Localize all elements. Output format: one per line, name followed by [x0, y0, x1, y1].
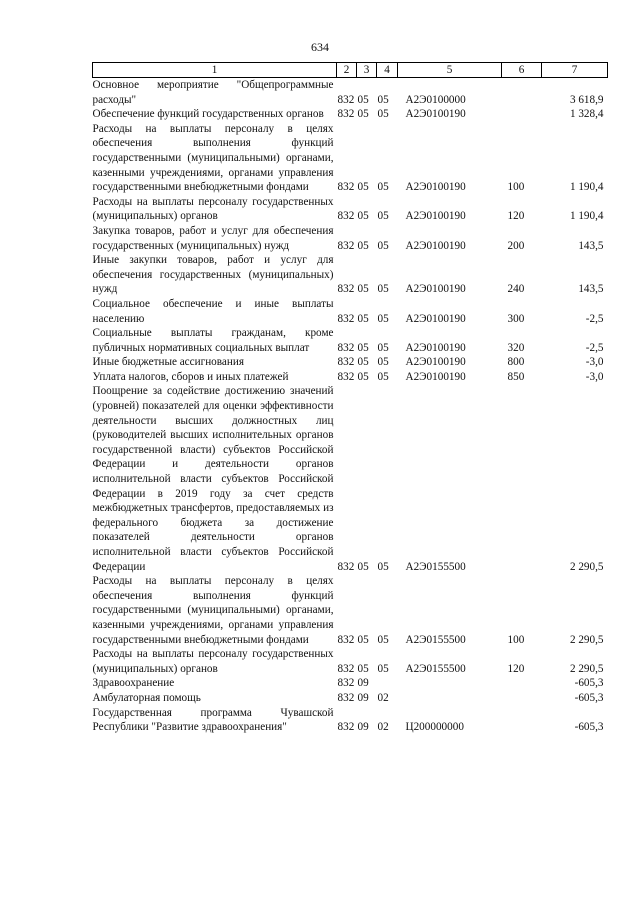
amount: 1 190,4	[569, 210, 604, 223]
table-row	[93, 574, 608, 647]
subsection-code: 05	[377, 283, 389, 296]
chapter-code: 832	[337, 341, 355, 354]
target-article-code: А2Э0155500	[405, 560, 466, 573]
row-name: Социальные выплаты гражданам, кроме публичных нормативных социальных выплат	[92, 327, 334, 354]
target-article-code: А2Э0100190	[405, 312, 466, 325]
row-name: Социальное обеспечение и иные выплаты населению	[92, 297, 334, 325]
table-row	[93, 676, 608, 691]
table-row	[93, 355, 608, 370]
table-body	[93, 78, 608, 735]
column-header: 4	[377, 63, 398, 78]
amount: -605,3	[574, 677, 604, 690]
subsection-code: 05	[377, 312, 389, 325]
section-code: 05	[357, 108, 369, 121]
section-code: 09	[357, 677, 369, 690]
chapter-code: 832	[337, 691, 355, 704]
expense-type-code: 320	[507, 341, 525, 354]
target-article-code: А2Э0155500	[405, 662, 466, 675]
expense-type-code	[502, 676, 542, 691]
chapter-code: 832	[337, 210, 355, 223]
subsection-code: 02	[377, 691, 389, 704]
subsection-code: 05	[377, 370, 389, 383]
amount: 1 328,4	[569, 108, 604, 121]
page-number: 634	[311, 40, 329, 54]
row-name: Закупка товаров, работ и услуг для обеспечения государственных (муниципальных) нужд	[92, 224, 334, 252]
target-article-code: А2Э0100190	[405, 356, 466, 369]
amount: -605,3	[574, 691, 604, 704]
chapter-code: 832	[337, 560, 355, 573]
section-code: 05	[357, 181, 369, 194]
section-code: 05	[357, 560, 369, 573]
amount: -3,0	[585, 356, 604, 369]
row-name: Расходы на выплаты персоналу в целях обеспечения выполнения функций государственными (муниципальными) органами, казенными учреждениями, органами управления государственными внебюджетными фондами	[92, 122, 334, 194]
expense-type-code	[502, 691, 542, 706]
column-header: 1	[93, 63, 337, 78]
subsection-code: 05	[377, 108, 389, 121]
amount: 2 290,5	[569, 560, 604, 573]
subsection-code: 05	[377, 181, 389, 194]
chapter-code: 832	[337, 370, 355, 383]
row-name: Иные закупки товаров, работ и услуг для обеспечения государственных (муниципальных) нужд	[92, 254, 334, 296]
expense-type-code: 100	[507, 181, 525, 194]
expense-type-code: 120	[507, 662, 525, 675]
expense-type-code: 800	[507, 356, 525, 369]
amount: 143,5	[578, 283, 604, 296]
amount: -3,0	[585, 370, 604, 383]
amount: -605,3	[574, 721, 604, 734]
chapter-code: 832	[337, 356, 355, 369]
row-name: Поощрение за содействие достижению значений (уровней) показателей для оценки эффективности деятельности высших должностных лиц (руководителей высших исполнительных органов государственной власти) субъектов Российской Федерации и деятельности органов исполнительной власти субъектов Российской Федерации в 2019 году за счет средств межбюджетных трансфертов, предоставляемых из федерального бюджета за достижение показателей деятельности органов исполнительной власти субъектов Российской Федерации	[92, 385, 334, 573]
amount: -2,5	[585, 312, 604, 325]
row-name: Здравоохранение	[92, 677, 175, 690]
column-header: 5	[398, 63, 502, 78]
amount: 1 190,4	[569, 181, 604, 194]
table-row	[93, 647, 608, 676]
subsection-code: 05	[377, 239, 389, 252]
subsection-code: 05	[377, 633, 389, 646]
row-name: Иные бюджетные ассигнования	[92, 356, 244, 369]
target-article-code: А2Э0100190	[405, 210, 466, 223]
section-code: 05	[357, 356, 369, 369]
row-name: Расходы на выплаты персоналу в целях обеспечения выполнения функций государственными (муниципальными) органами, казенными учреждениями, органами управления государственными внебюджетными фондами	[92, 575, 334, 646]
expense-type-code	[502, 78, 542, 108]
budget-table	[92, 62, 608, 735]
target-article-code: А2Э0100190	[405, 283, 466, 296]
expense-type-code: 300	[507, 312, 525, 325]
amount: 3 618,9	[569, 93, 604, 106]
expense-type-code: 850	[507, 370, 525, 383]
column-header: 3	[357, 63, 377, 78]
table-row	[93, 253, 608, 297]
section-code: 09	[357, 721, 369, 734]
expense-type-code	[502, 706, 542, 735]
table-row	[93, 691, 608, 706]
expense-type-code	[502, 107, 542, 122]
expense-type-code: 240	[507, 283, 525, 296]
expense-type-code: 200	[507, 239, 525, 252]
column-header: 7	[542, 63, 608, 78]
subsection-code: 05	[377, 210, 389, 223]
section-code: 09	[357, 691, 369, 704]
table-row	[93, 107, 608, 122]
table-header	[93, 63, 608, 78]
chapter-code: 832	[337, 662, 355, 675]
chapter-code: 832	[337, 677, 355, 690]
section-code: 05	[357, 210, 369, 223]
section-code: 05	[357, 662, 369, 675]
chapter-code: 832	[337, 633, 355, 646]
section-code: 05	[357, 312, 369, 325]
table-row	[93, 122, 608, 195]
target-article-code: А2Э0100190	[405, 341, 466, 354]
target-article-code: А2Э0155500	[405, 633, 466, 646]
section-code: 05	[357, 341, 369, 354]
section-code: 05	[357, 283, 369, 296]
column-header: 2	[337, 63, 357, 78]
target-article-code: Ц200000000	[405, 721, 464, 734]
target-article-code: А2Э0100190	[405, 239, 466, 252]
subsection-code: 05	[377, 662, 389, 675]
chapter-code: 832	[337, 108, 355, 121]
subsection-code: 05	[377, 560, 389, 573]
target-article-code: А2Э0100190	[405, 108, 466, 121]
subsection-code: 05	[377, 356, 389, 369]
target-article-code: А2Э0100190	[405, 181, 466, 194]
table-row	[93, 370, 608, 385]
amount: 143,5	[578, 239, 604, 252]
amount: 2 290,5	[569, 633, 604, 646]
chapter-code: 832	[337, 312, 355, 325]
target-article-code	[398, 691, 502, 706]
section-code: 05	[357, 239, 369, 252]
target-article-code: А2Э0100190	[405, 370, 466, 383]
expense-type-code: 120	[507, 210, 525, 223]
target-article-code	[398, 676, 502, 691]
table-row	[93, 195, 608, 224]
row-name: Основное мероприятие "Общепрограммные расходы"	[92, 79, 334, 106]
chapter-code: 832	[337, 283, 355, 296]
subsection-code	[377, 676, 398, 691]
table-row	[93, 384, 608, 574]
subsection-code: 05	[377, 341, 389, 354]
column-header: 6	[502, 63, 542, 78]
table-row	[93, 706, 608, 735]
table-row	[93, 224, 608, 253]
amount: 2 290,5	[569, 662, 604, 675]
table-row	[93, 78, 608, 108]
row-name: Расходы на выплаты персоналу государственных (муниципальных) органов	[92, 195, 334, 223]
section-code: 05	[357, 633, 369, 646]
chapter-code: 832	[337, 181, 355, 194]
target-article-code: А2Э0100000	[405, 93, 466, 106]
section-code: 05	[357, 370, 369, 383]
expense-type-code: 100	[507, 633, 525, 646]
row-name: Амбулаторная помощь	[92, 691, 201, 704]
section-code: 05	[357, 93, 369, 106]
chapter-code: 832	[337, 239, 355, 252]
subsection-code: 05	[377, 93, 389, 106]
expense-type-code	[502, 384, 542, 574]
row-name: Государственная программа Чувашской Республики "Развитие здравоохранения"	[92, 706, 334, 734]
table-row	[93, 326, 608, 355]
row-name: Уплата налогов, сборов и иных платежей	[92, 370, 289, 383]
row-name: Обеспечение функций государственных органов	[92, 108, 324, 121]
amount: -2,5	[585, 341, 604, 354]
chapter-code: 832	[337, 93, 355, 106]
subsection-code: 02	[377, 721, 389, 734]
chapter-code: 832	[337, 721, 355, 734]
table-row	[93, 297, 608, 326]
row-name: Расходы на выплаты персоналу государственных (муниципальных) органов	[92, 648, 334, 675]
